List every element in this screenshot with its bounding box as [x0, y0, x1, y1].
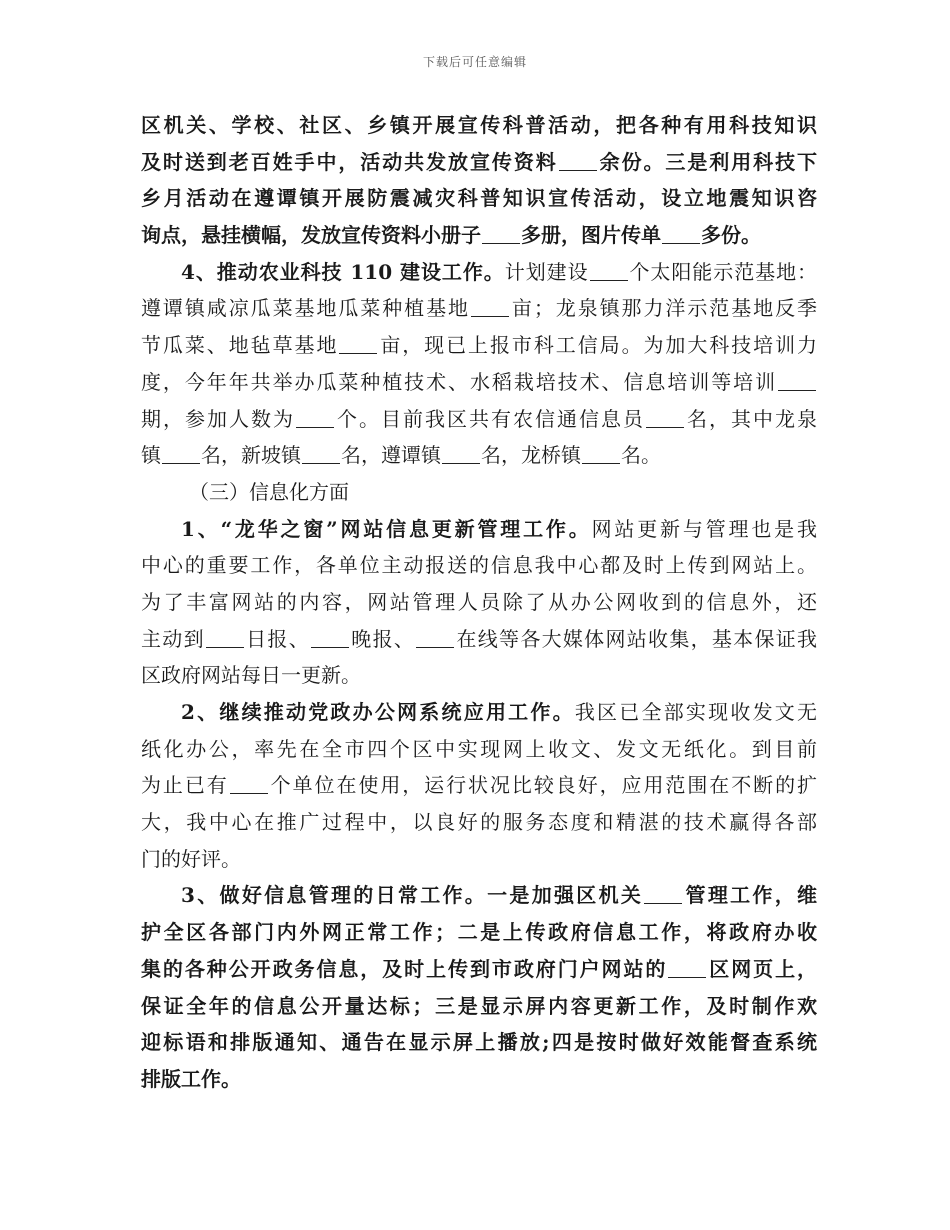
text-line: 纸化办公，率先在全市四个区中实现网上收文、发文无纸化。到目前	[141, 736, 817, 761]
text-line: 1、“龙华之窗”网站信息更新管理工作。网站更新与管理也是我	[181, 516, 817, 541]
text-line: 为了丰富网站的内容，网站管理人员除了从办公网收到的信息外，还	[141, 589, 817, 614]
text-line: 排版工作。	[141, 1066, 241, 1091]
text-line: 乡月活动在遵谭镇开展防震减灾科普知识宣传活动，设立地震知识咨	[141, 186, 817, 211]
text-line: 镇 名，新坡镇 名，遵谭镇 名，龙桥镇 名。	[141, 443, 661, 468]
text-line: 3、做好信息管理的日常工作。一是加强区机关 管理工作，维	[181, 883, 818, 908]
text-line: 大，我中心在推广过程中，以良好的服务态度和精湛的技术赢得各部	[141, 810, 817, 835]
text-line: 主动到 日报、 晚报、 在线等各大媒体网站收集，基本保证我	[141, 626, 818, 651]
text-line: 集的各种公开政务信息，及时上传到市政府门户网站的 区网页上，	[141, 956, 818, 981]
fill-blank	[644, 883, 682, 904]
text-line: 保证全年的信息公开量达标；三是显示屏内容更新工作，及时制作欢	[141, 993, 817, 1018]
text-line: 迎标语和排版通知、通告在显示屏上播放;四是按时做好效能督查系统	[141, 1030, 817, 1055]
fill-blank	[206, 627, 244, 648]
fill-blank	[296, 407, 334, 428]
text-line: 度，今年年共举办瓜菜种植技术、水稻栽培技术、信息培训等培训	[141, 364, 817, 401]
fill-blank	[230, 773, 268, 794]
text-line: 期，参加人数为 个。目前我区共有农信通信息员 名，其中龙泉	[141, 406, 817, 431]
text-line: 4、推动农业科技 110 建设工作。计划建设 个太阳能示范基地：	[181, 259, 818, 284]
document-body	[141, 107, 817, 1098]
text-line: 门的好评。	[141, 846, 241, 871]
text-line: 2、继续推动党政办公网系统应用工作。我区已全部实现收发文无	[181, 700, 817, 724]
fill-blank	[559, 150, 597, 171]
paragraph-title: 3、做好信息管理的日常工作。	[181, 883, 488, 908]
text-line: 遵谭镇咸凉瓜菜基地瓜菜种植基地 亩；龙泉镇那力洋示范基地反季	[141, 296, 818, 321]
text-line: 区机关、学校、社区、乡镇开展宣传科普活动，把各种有用科技知识	[141, 113, 817, 137]
page-header-note: 下载后可任意编辑	[422, 55, 527, 69]
section-heading: （三）信息化方面	[189, 479, 349, 504]
paragraph-title: 2、继续推动党政办公网系统应用工作。	[181, 700, 575, 724]
fill-blank	[778, 370, 816, 391]
text-line: 为止已有 个单位在使用，运行状况比较良好，应用范围在不断的扩	[141, 773, 818, 798]
fill-blank	[662, 223, 700, 244]
fill-blank	[162, 443, 200, 464]
fill-blank	[668, 957, 706, 978]
text-line: 及时送到老百姓手中，活动共发放宣传资料 余份。三是利用科技下	[141, 149, 818, 174]
fill-blank	[646, 407, 684, 428]
fill-blank	[302, 443, 340, 464]
text-line: 询点，悬挂横幅，发放宣传资料小册子 多册，图片传单 多份。	[141, 223, 761, 248]
fill-blank	[311, 627, 349, 648]
fill-blank	[482, 223, 520, 244]
fill-blank	[339, 333, 377, 354]
paragraph-title: 1、“龙华之窗”网站信息更新管理工作。	[181, 516, 592, 541]
text-line: 节瓜菜、地毡草基地 亩，现已上报市科工信局。为加大科技培训力	[141, 333, 818, 358]
text-line: 中心的重要工作，各单位主动报送的信息我中心都及时上传到网站上。	[141, 553, 817, 578]
text-line: 护全区各部门内外网正常工作；二是上传政府信息工作，将政府办收	[141, 920, 817, 945]
fill-blank	[442, 443, 480, 464]
text-line: 区政府网站每日一更新。	[141, 663, 361, 688]
fill-blank	[471, 296, 509, 317]
fill-blank	[416, 627, 454, 648]
fill-blank	[590, 260, 628, 281]
paragraph-title: 4、推动农业科技 110 建设工作。	[181, 259, 505, 284]
fill-blank	[582, 443, 620, 464]
